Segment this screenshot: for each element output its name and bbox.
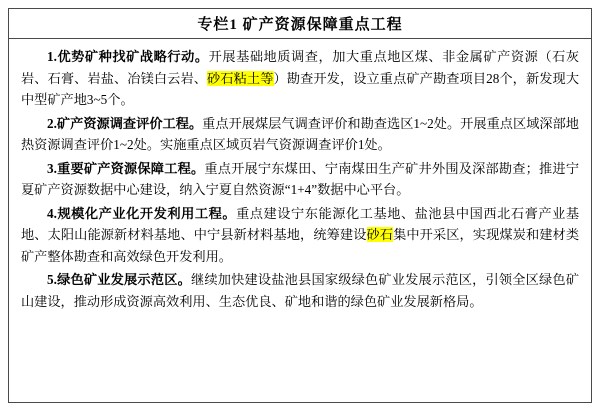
highlighted-text: 砂石粘土等 bbox=[207, 70, 274, 86]
paragraph-text: 继续加快建设盐池县国家级绿色矿业发展示范区，引领全区绿色矿山建设，推动形成资源高效利用、生态优良、矿地和谐的绿色矿业发展新格局。 bbox=[21, 272, 580, 309]
paragraph bbox=[21, 158, 579, 201]
paragraph-lead: 4.规模化产业化开发利用工程。 bbox=[47, 205, 237, 221]
highlighted-text: 砂石 bbox=[366, 227, 394, 242]
highlight-box bbox=[8, 8, 592, 403]
paragraph-text: 重点建设宁东能源化工基地、盐池县中国西北石膏产业基地、太阳山能源新材料基地、中宁县新材料基地，统筹建设 bbox=[21, 205, 580, 242]
paragraph bbox=[21, 203, 579, 268]
paragraph-text: ）勘查开发，设立重点矿产勘查项目28个，新发现大中型矿产地3~5个。 bbox=[21, 70, 580, 107]
paragraph-text: 重点开展宁东煤田、宁南煤田生产矿井外围及深部勘查；推进宁夏矿产资源数据中心建设，纳入宁夏自然资源“1+4”数据中心平台。 bbox=[21, 160, 580, 197]
box-body bbox=[9, 39, 591, 318]
paragraph-lead: 1.优势矿种找矿战略行动。 bbox=[47, 49, 209, 64]
paragraph bbox=[21, 269, 579, 312]
paragraph-text: 重点开展煤层气调查评价和勘查选区1~2处。开展重点区域深部地热资源调查评价1~2处。实施重点区域页岩气资源调查评价1处。 bbox=[21, 115, 579, 152]
paragraph-text: 集中开采区，实现煤炭和建材类矿产整体勘查和高效绿色开发利用。 bbox=[21, 227, 580, 264]
paragraph-text: 开展基础地质调查，加大重点地区煤、非金属矿产资源（石灰岩、石膏、岩盐、冶镁白云岩、 bbox=[21, 49, 580, 86]
paragraph-lead: 2.矿产资源调查评价工程。 bbox=[47, 115, 203, 131]
paragraph-lead: 3.重要矿产资源保障工程。 bbox=[47, 160, 205, 176]
box-title: 专栏1 矿产资源保障重点工程 bbox=[197, 17, 403, 33]
paragraph bbox=[21, 46, 579, 111]
paragraph-lead: 5.绿色矿业发展示范区。 bbox=[47, 272, 191, 287]
paragraph bbox=[21, 113, 579, 156]
box-title-row bbox=[9, 9, 591, 39]
